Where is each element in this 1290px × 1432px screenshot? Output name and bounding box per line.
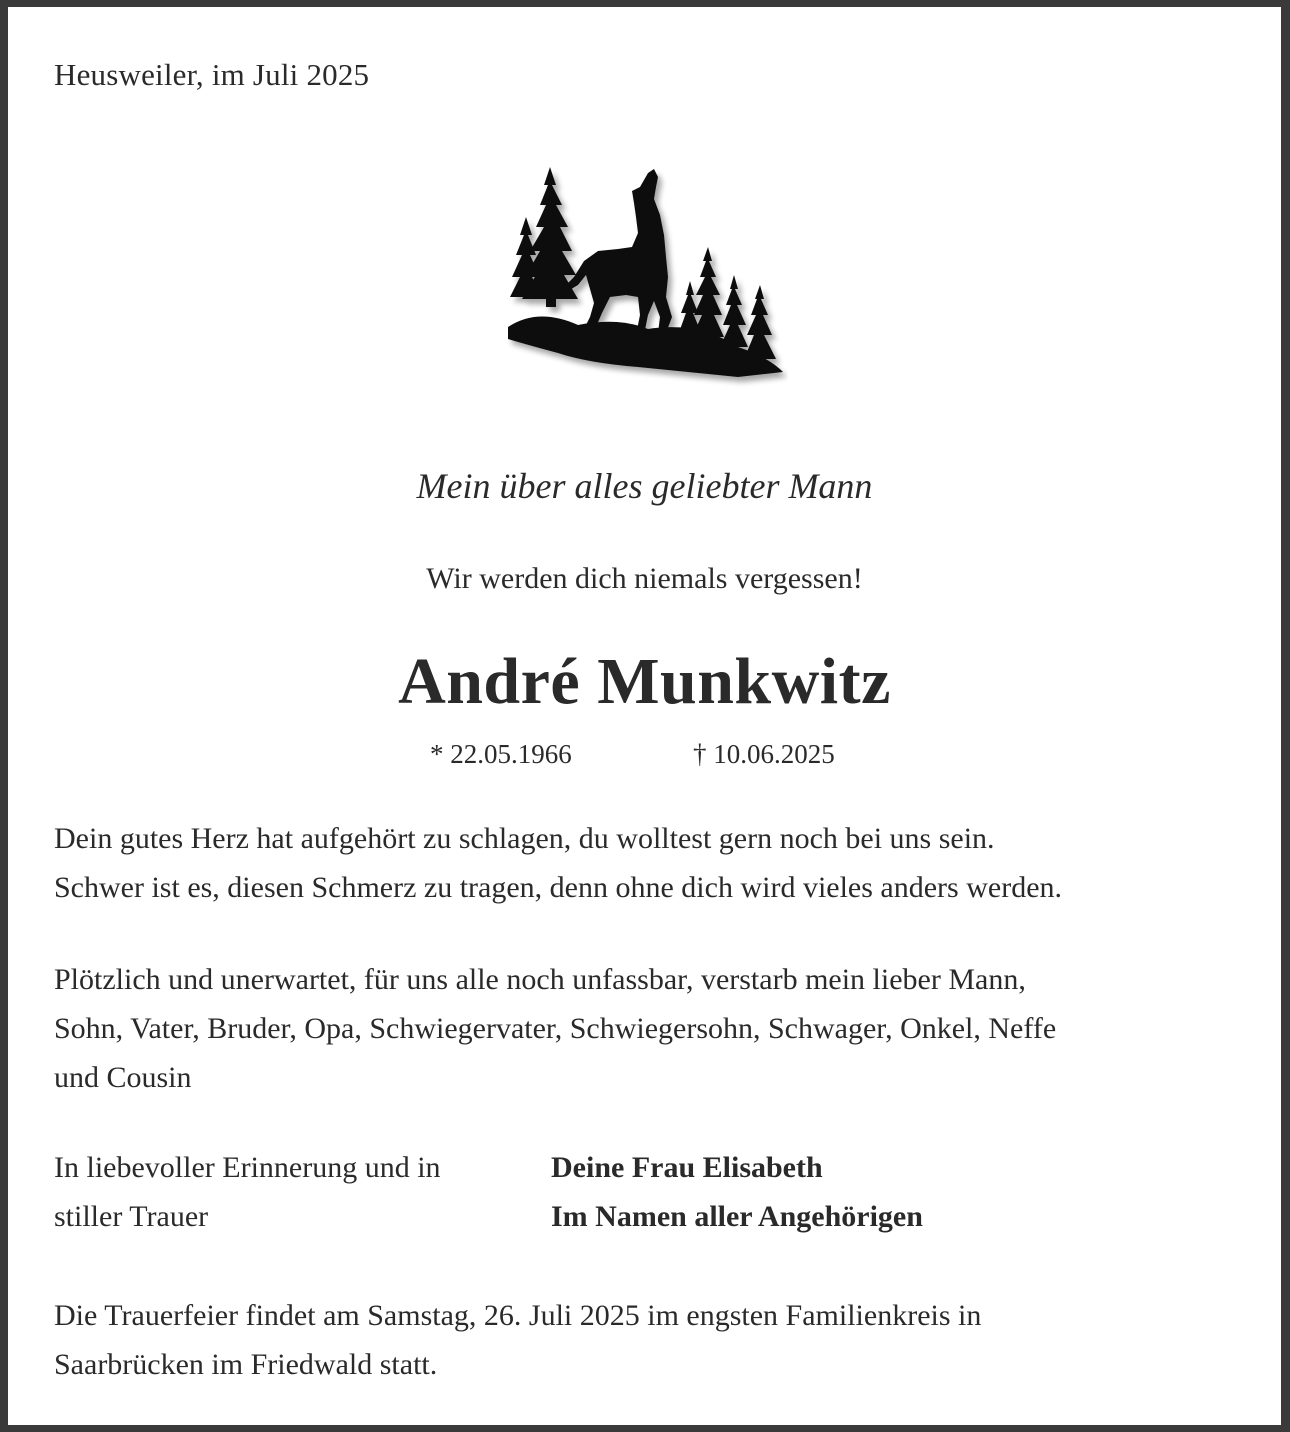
tagline: Wir werden dich niemals vergessen! xyxy=(426,562,863,595)
text-line: Schwer ist es, diesen Schmerz zu tragen, denn ohne dich wird vieles anders werden. xyxy=(54,871,1063,904)
birth-date: * 22.05.1966 xyxy=(430,739,572,769)
deceased-name: André Munkwitz xyxy=(398,645,891,718)
mourning-phrase xyxy=(54,1143,524,1241)
text-line: Plötzlich und unerwartet, für uns alle noch unfassbar, verstarb mein lieber Mann, xyxy=(54,963,1026,996)
death-date: † 10.06.2025 xyxy=(693,739,835,769)
text-line: und Cousin xyxy=(54,1061,192,1094)
howling-wolf-forest-icon xyxy=(498,157,788,397)
funeral-info xyxy=(54,1291,1244,1389)
announcement-paragraph xyxy=(54,955,1244,1102)
text-line: Saarbrücken im Friedwald statt. xyxy=(54,1348,438,1381)
text-line: In liebevoller Erinnerung und in xyxy=(54,1151,441,1184)
verse-paragraph xyxy=(54,814,1244,912)
text-line: Dein gutes Herz hat aufgehört zu schlagen, du wolltest gern noch bei uns sein. xyxy=(54,822,995,855)
mourner-line: Im Namen aller Angehörigen xyxy=(551,1200,923,1233)
place-date: Heusweiler, im Juli 2025 xyxy=(54,57,370,92)
mourners xyxy=(551,1143,923,1241)
text-line: Sohn, Vater, Bruder, Opa, Schwiegervater, Schwiegersohn, Schwager, Onkel, Neffe xyxy=(54,1012,1057,1045)
text-line: stiller Trauer xyxy=(54,1200,209,1233)
mourner-line: Deine Frau Elisabeth xyxy=(551,1151,823,1184)
subtitle: Mein über alles geliebter Mann xyxy=(416,466,873,506)
text-line: Die Trauerfeier findet am Samstag, 26. Juli 2025 im engsten Familienkreis in xyxy=(54,1299,982,1332)
obituary-notice xyxy=(8,7,1281,1425)
